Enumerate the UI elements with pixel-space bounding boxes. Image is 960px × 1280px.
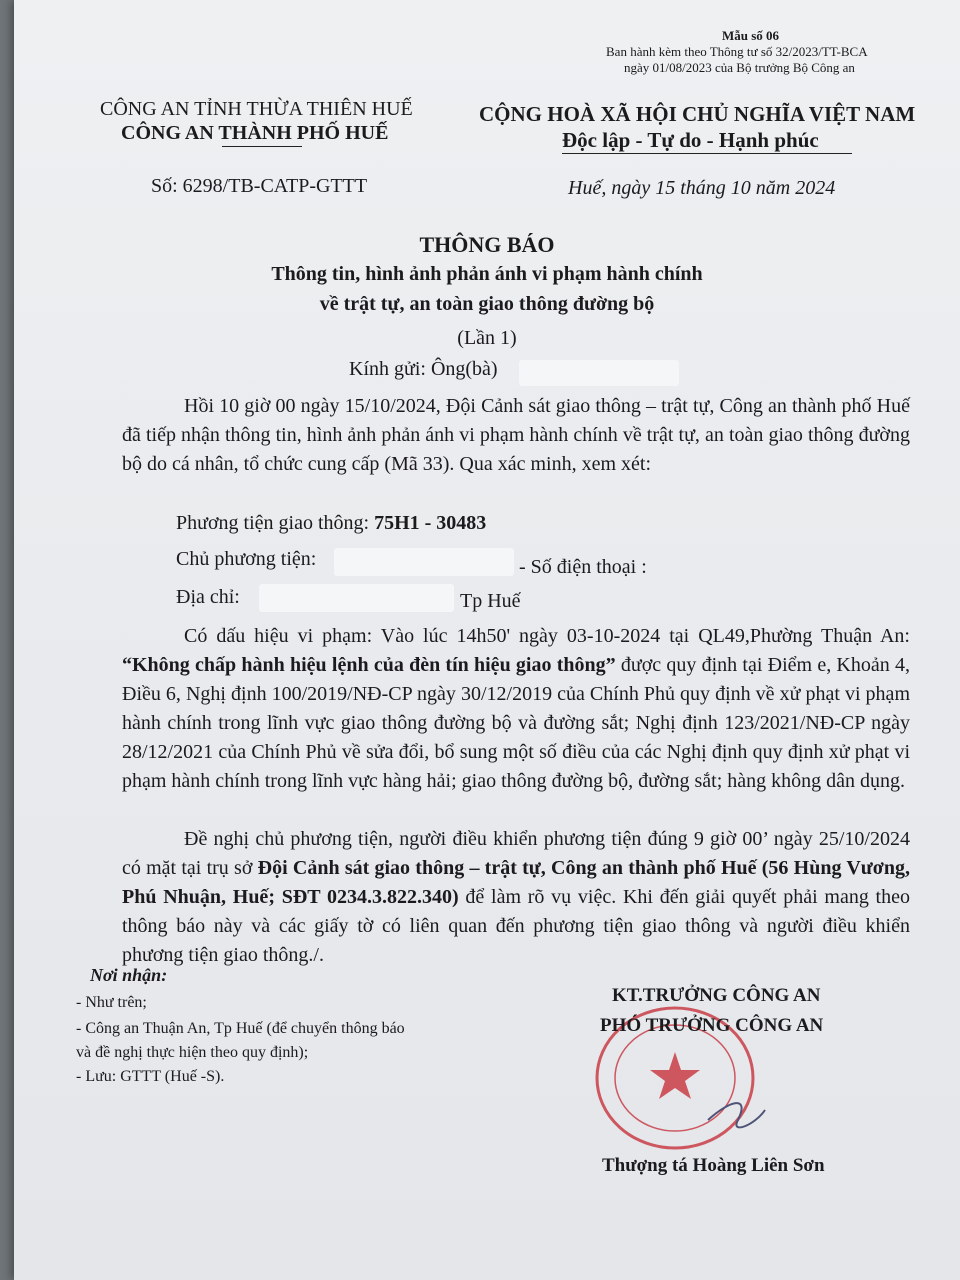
- violation-text-1: Có dấu hiệu vi phạm: Vào lúc 14h50' ngày 03-10-2024 tại QL49,Phường Thuận An:: [184, 625, 910, 647]
- vehicle-label: Phương tiện giao thông:: [176, 512, 370, 534]
- violation-name: “Không chấp hành hiệu lệnh của đèn tín hiệu giao thông”: [122, 654, 616, 676]
- country-motto: Độc lập - Tự do - Hạnh phúc: [562, 128, 819, 152]
- request-office: Đội Cảnh sát giao thông – trật tự, Công an thành phố Huế (56 Hùng Vương, Phú Nhuận, Huế; SĐT 0234.3.822.340): [122, 857, 910, 908]
- redacted-owner-name: [334, 548, 514, 576]
- signer-name: Thượng tá Hoàng Liên Sơn: [602, 1155, 825, 1176]
- violation-text-2: được quy định tại Điểm e, Khoản 4, Điều 6, Nghị định 100/2019/NĐ-CP ngày 30/12/2019 của Chính Phủ quy định về xử phạt vi phạm hành chính trong lĩnh vực giao thông đường bộ và đường sắt; Nghị định 123/2021/NĐ-CP ngày 28/12/2021 của Chính Phủ về sửa đổi, bổ sung một số điều của các Nghị định quy định xử phạt vi phạm hành chính trong lĩnh vực hàng hải; giao thông đường bộ, đường sắt; hàng không dân dụng.: [122, 654, 910, 792]
- redacted-address: [259, 584, 454, 612]
- document-date: Huế, ngày 15 tháng 10 năm 2024: [568, 177, 836, 199]
- redacted-addressee-name: [519, 360, 679, 386]
- notice-round: (Lần 1): [457, 327, 517, 349]
- issuer-parent: CÔNG AN TỈNH THỪA THIÊN HUẾ: [100, 98, 413, 120]
- signature-title-1: KT.TRƯỞNG CÔNG AN: [612, 985, 821, 1006]
- recipients-heading: Nơi nhận:: [90, 965, 168, 985]
- request-paragraph: [122, 825, 910, 970]
- request-text-2: để làm rõ vụ việc. Khi đến giải quyết phải mang theo thông báo này và các giấy tờ có liên quan đến phương tiện giao thông và người điều khiển phương tiện giao thông./.: [122, 886, 910, 966]
- vehicle-plate: 75H1 - 30483: [374, 512, 487, 534]
- document-subtitle-1: Thông tin, hình ảnh phản ánh vi phạm hành chính: [271, 263, 703, 285]
- recipient-item: và đề nghị thực hiện theo quy định);: [76, 1044, 309, 1061]
- document-page: [14, 0, 960, 1280]
- document-title: THÔNG BÁO: [419, 232, 555, 257]
- recipient-item: - Công an Thuận An, Tp Huế (để chuyển thông báo: [76, 1020, 405, 1037]
- issuer-name: CÔNG AN THÀNH PHỐ HUẾ: [121, 122, 389, 144]
- form-number: Mẫu số 06: [722, 28, 780, 43]
- issuer-underline: [222, 146, 302, 147]
- motto-underline: [562, 153, 852, 154]
- document-subtitle-2: về trật tự, an toàn giao thông đường bộ: [319, 293, 655, 315]
- addressee: Kính gửi: Ông(bà): [349, 358, 498, 380]
- recipient-item: - Như trên;: [76, 994, 147, 1011]
- request-text-1: Đề nghị chủ phương tiện, người điều khiển phương tiện đúng 9 giờ 00’ ngày 25/10/2024 có mặt tại trụ sở: [122, 828, 910, 879]
- recipient-item: - Lưu: GTTT (Huế -S).: [76, 1068, 225, 1085]
- form-line-2: ngày 01/08/2023 của Bộ trưởng Bộ Công an: [624, 60, 855, 75]
- violation-paragraph: [122, 622, 910, 796]
- owner-label: Chủ phương tiện:: [176, 548, 317, 570]
- vehicle-row: [176, 512, 486, 535]
- address-label: Địa chỉ:: [176, 586, 240, 608]
- intro-paragraph: Hồi 10 giờ 00 ngày 15/10/2024, Đội Cảnh sát giao thông – trật tự, Công an thành phố Huế đã tiếp nhận thông tin, hình ảnh phản ánh vi phạm hành chính về trật tự, an toàn giao thông đường bộ do cá nhân, tổ chức cung cấp (Mã 33). Qua xác minh, xem xét:: [122, 395, 910, 475]
- document-number: Số: 6298/TB-CATP-GTTT: [151, 175, 368, 197]
- signature-title-2: PHÓ TRƯỞNG CÔNG AN: [600, 1015, 824, 1036]
- address-city: Tp Huế: [460, 590, 521, 612]
- country-name: CỘNG HOÀ XÃ HỘI CHỦ NGHĨA VIỆT NAM: [479, 102, 916, 126]
- phone-label: - Số điện thoại :: [519, 556, 647, 578]
- form-line-1: Ban hành kèm theo Thông tư số 32/2023/TT-BCA: [606, 44, 868, 59]
